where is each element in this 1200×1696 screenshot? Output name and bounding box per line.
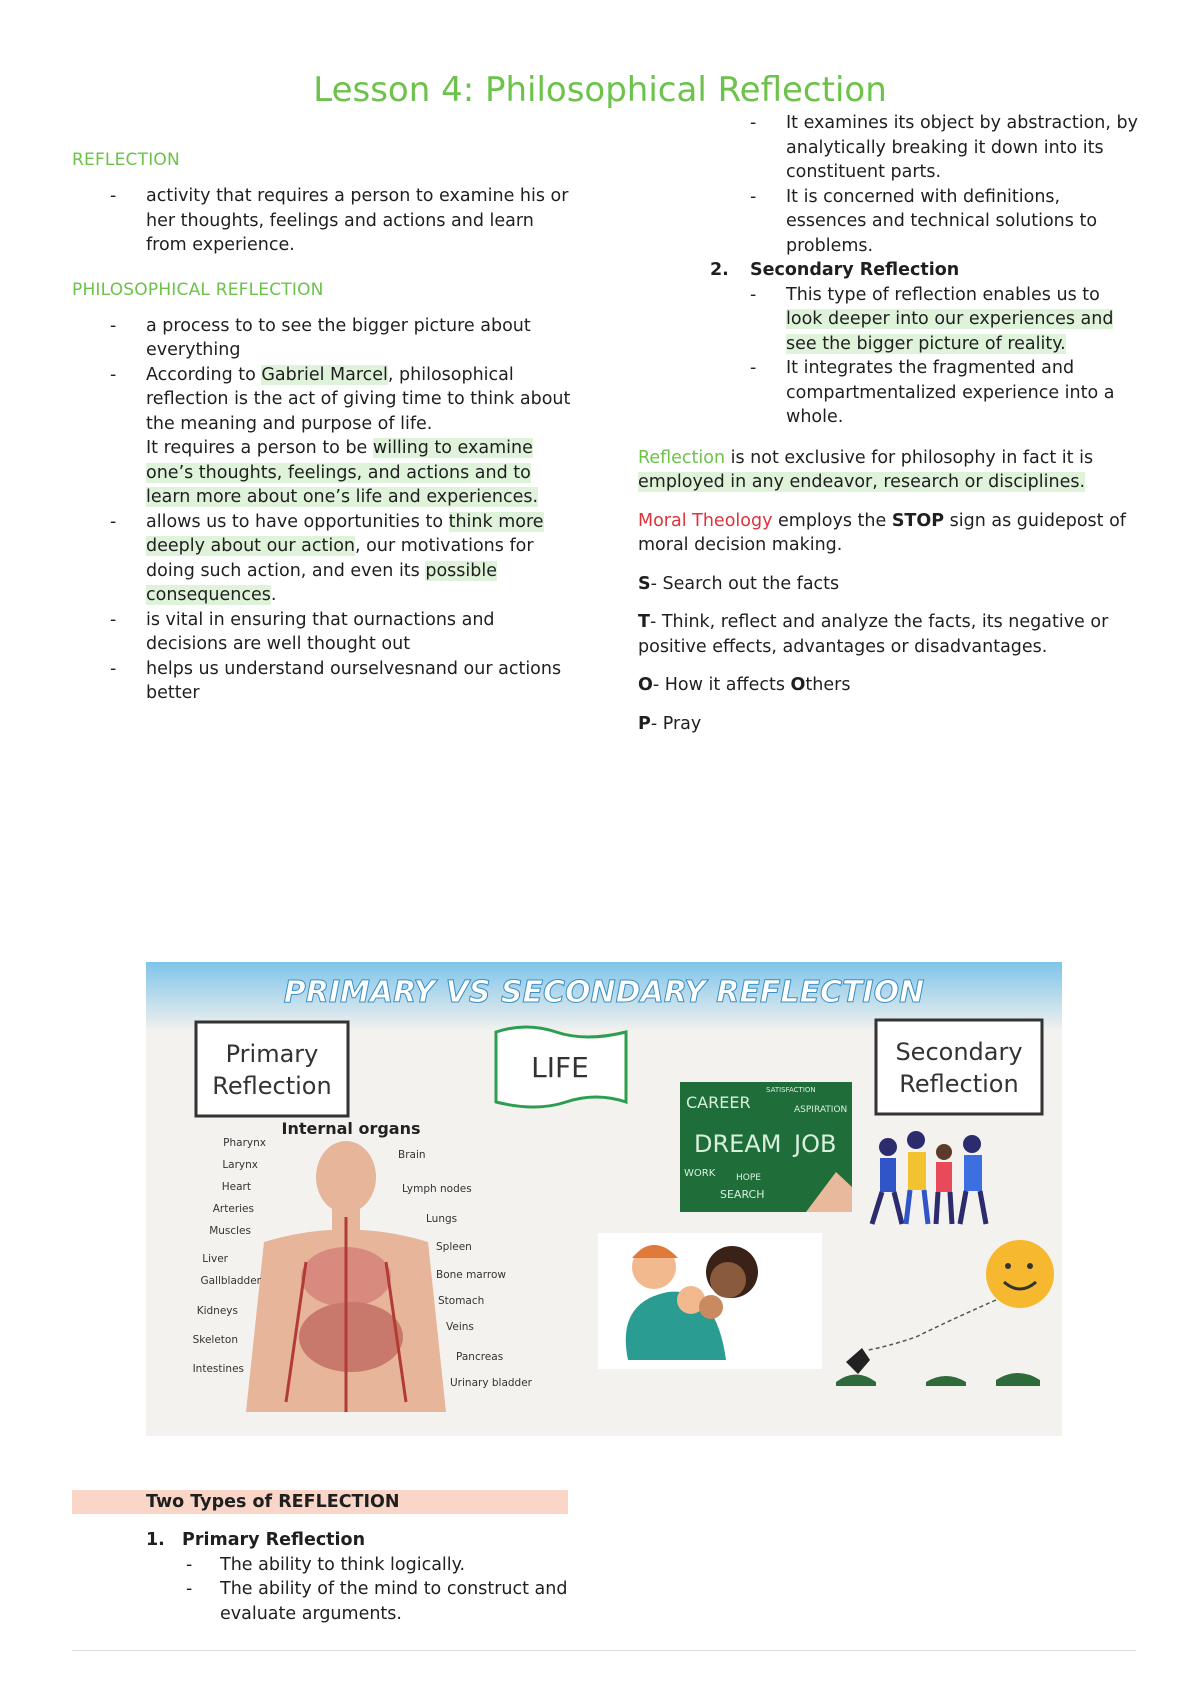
organ-label: Liver bbox=[202, 1253, 228, 1265]
philosophical-reflection-list bbox=[72, 314, 572, 706]
reflection-word: Reflection bbox=[638, 447, 726, 468]
text-run: O bbox=[790, 675, 806, 695]
person-body bbox=[964, 1155, 982, 1191]
person-head bbox=[963, 1135, 981, 1153]
stop-letter: O bbox=[638, 675, 653, 695]
organ-label: Veins bbox=[446, 1321, 474, 1333]
text-run: , our motivations for doing such action, and even its bbox=[146, 536, 534, 581]
smiley-eye bbox=[1005, 1263, 1011, 1269]
list-item bbox=[72, 363, 572, 510]
organ-label: Lungs bbox=[426, 1213, 458, 1225]
text-run: - How it affects bbox=[652, 675, 791, 695]
text-run: thers bbox=[805, 675, 851, 695]
organ-label: Spleen bbox=[436, 1241, 472, 1253]
organ-label: Bone marrow bbox=[436, 1269, 506, 1281]
organ-label: Lymph nodes bbox=[402, 1183, 472, 1195]
primary-reflection-list bbox=[72, 1553, 572, 1627]
text-run: - Pray bbox=[650, 713, 702, 734]
text-run: It requires a person to be bbox=[146, 438, 373, 458]
text-run: This type of reflection enables us to bbox=[786, 284, 1100, 305]
text-run: allows us to have opportunities to bbox=[146, 511, 449, 532]
chalk-word: JOB bbox=[794, 1130, 837, 1158]
secondary-box-line2: Reflection bbox=[899, 1070, 1019, 1098]
highlight-text: willing to examine one’s thoughts, feelings, and actions and to learn more about one’s life and experiences. bbox=[146, 438, 539, 507]
highlight-text: look deeper into our experiences and see the bigger picture of reality. bbox=[786, 309, 1114, 354]
two-types-heading: Two Types of REFLECTION bbox=[72, 1490, 568, 1514]
organ-label: Gallbladder bbox=[200, 1275, 261, 1287]
chalk-word: DREAM bbox=[694, 1130, 782, 1158]
stop-letter: S bbox=[638, 573, 651, 594]
list-item: - activity that requires a person to examine his or her thoughts, feelings and actions and learn from experience. bbox=[72, 184, 572, 258]
person-body bbox=[880, 1158, 896, 1192]
organ-label: Muscles bbox=[209, 1225, 251, 1237]
highlight-text: think more deeply about our action bbox=[146, 511, 544, 556]
organ-label: Intestines bbox=[192, 1363, 244, 1375]
list-number: 1. bbox=[146, 1530, 165, 1550]
figure-svg bbox=[146, 962, 1062, 1436]
highlight-text: possible consequences bbox=[146, 560, 498, 605]
stop-s bbox=[638, 572, 1138, 597]
highlight-gabriel-marcel: Gabriel Marcel bbox=[261, 364, 388, 385]
stop-p bbox=[638, 712, 1138, 737]
stop-t bbox=[638, 610, 1138, 659]
smiley-face bbox=[986, 1240, 1054, 1308]
moral-theology-word: Moral Theology bbox=[638, 510, 773, 531]
list-item: - is vital in ensuring that ournactions and decisions are well thought out bbox=[72, 608, 572, 657]
list-item: - The ability of the mind to construct and evaluate arguments. bbox=[72, 1577, 572, 1626]
list-item: - It examines its object by abstraction, by analytically breaking it down into its constituent parts. bbox=[638, 111, 1138, 185]
stop-letter: T bbox=[638, 612, 650, 632]
moral-theology-note bbox=[638, 509, 1138, 558]
figure-banner-title: PRIMARY VS SECONDARY REFLECTION bbox=[283, 975, 925, 1010]
person-body bbox=[908, 1152, 926, 1190]
list-item: - a process to to see the bigger picture about everything bbox=[72, 314, 572, 363]
stop-word: STOP bbox=[891, 510, 945, 531]
text-run: According to bbox=[146, 364, 262, 385]
smiley-eye bbox=[1027, 1263, 1033, 1269]
chalk-word: CAREER bbox=[686, 1093, 751, 1112]
organ-label: Stomach bbox=[438, 1295, 485, 1307]
list-item: - It is concerned with definitions, essences and technical solutions to problems. bbox=[638, 185, 1138, 259]
organ-label: Heart bbox=[221, 1181, 251, 1193]
chalk-word: SATISFACTION bbox=[766, 1086, 816, 1094]
reflection-note bbox=[638, 446, 1138, 495]
list-item: - helps us understand ourselvesnand our actions better bbox=[72, 657, 572, 706]
right-column bbox=[638, 111, 1138, 750]
organ-label: Urinary bladder bbox=[450, 1377, 533, 1389]
list-number: 2. bbox=[710, 260, 729, 280]
text-run: is not exclusive for philosophy in fact it is bbox=[725, 447, 1094, 468]
text-run: employs the bbox=[772, 510, 892, 531]
stop-o bbox=[638, 673, 1138, 698]
reflection-list bbox=[72, 184, 572, 258]
organs-shape bbox=[299, 1302, 403, 1372]
child-head bbox=[699, 1295, 723, 1319]
secondary-reflection-list bbox=[638, 283, 1138, 430]
organ-label: Arteries bbox=[212, 1203, 254, 1215]
list-item: - It integrates the fragmented and compartmentalized experience into a whole. bbox=[638, 356, 1138, 430]
chalk-word: SEARCH bbox=[720, 1188, 765, 1201]
person-head bbox=[879, 1138, 897, 1156]
organ-label: Pharynx bbox=[223, 1137, 266, 1149]
chalk-word: WORK bbox=[684, 1168, 716, 1179]
life-label: LIFE bbox=[531, 1051, 589, 1084]
highlight-text: employed in any endeavor, research or disciplines. bbox=[638, 472, 1086, 492]
primary-reflection-continued-list bbox=[638, 111, 1138, 258]
person-head bbox=[936, 1144, 952, 1160]
text-run: sign as guidepost of moral decision making. bbox=[638, 510, 1126, 555]
primary-box-line1: Primary bbox=[225, 1040, 319, 1068]
organs-title: Internal organs bbox=[281, 1119, 421, 1138]
heading-text: Secondary Reflection bbox=[750, 260, 960, 280]
text-run: . bbox=[270, 585, 277, 605]
organ-label: Kidneys bbox=[196, 1305, 238, 1317]
list-item bbox=[638, 283, 1138, 357]
left-column bbox=[72, 150, 572, 728]
two-types-section bbox=[72, 1490, 572, 1648]
list-item: - The ability to think logically. bbox=[72, 1553, 572, 1578]
text-run: , philosophical reflection is the act of giving time to think about the meaning and purpose of life. bbox=[146, 364, 571, 434]
primary-vs-secondary-figure bbox=[146, 962, 1062, 1436]
footer-divider bbox=[72, 1650, 1136, 1651]
organ-label: Larynx bbox=[222, 1159, 258, 1171]
organ-label: Skeleton bbox=[192, 1334, 238, 1346]
person-body bbox=[936, 1162, 952, 1192]
primary-reflection-heading bbox=[72, 1528, 572, 1553]
heading-text: Primary Reflection bbox=[182, 1530, 366, 1550]
chalk-word: HOPE bbox=[736, 1173, 761, 1183]
person-head bbox=[907, 1131, 925, 1149]
primary-reflection-box bbox=[196, 1022, 348, 1116]
chalk-word: ASPIRATION bbox=[794, 1105, 848, 1115]
stop-letter: P bbox=[638, 713, 651, 734]
text-run: - Search out the facts bbox=[650, 573, 840, 594]
primary-box-line2: Reflection bbox=[212, 1072, 332, 1100]
list-item bbox=[72, 510, 572, 608]
organ-label: Brain bbox=[398, 1149, 426, 1161]
secondary-reflection-box bbox=[876, 1020, 1042, 1114]
mother-head bbox=[710, 1262, 746, 1298]
organ-label: Pancreas bbox=[456, 1351, 504, 1363]
page-title: Lesson 4: Philosophical Reflection bbox=[313, 70, 887, 110]
philosophical-reflection-heading: PHILOSOPHICAL REFLECTION bbox=[72, 279, 324, 300]
body-head bbox=[316, 1141, 376, 1213]
secondary-box-line1: Secondary bbox=[895, 1038, 1023, 1066]
text-run: - Think, reflect and analyze the facts, its negative or positive effects, advantages or disadvantages. bbox=[638, 612, 1109, 657]
secondary-reflection-heading bbox=[638, 258, 1138, 283]
reflection-heading: REFLECTION bbox=[72, 150, 180, 170]
